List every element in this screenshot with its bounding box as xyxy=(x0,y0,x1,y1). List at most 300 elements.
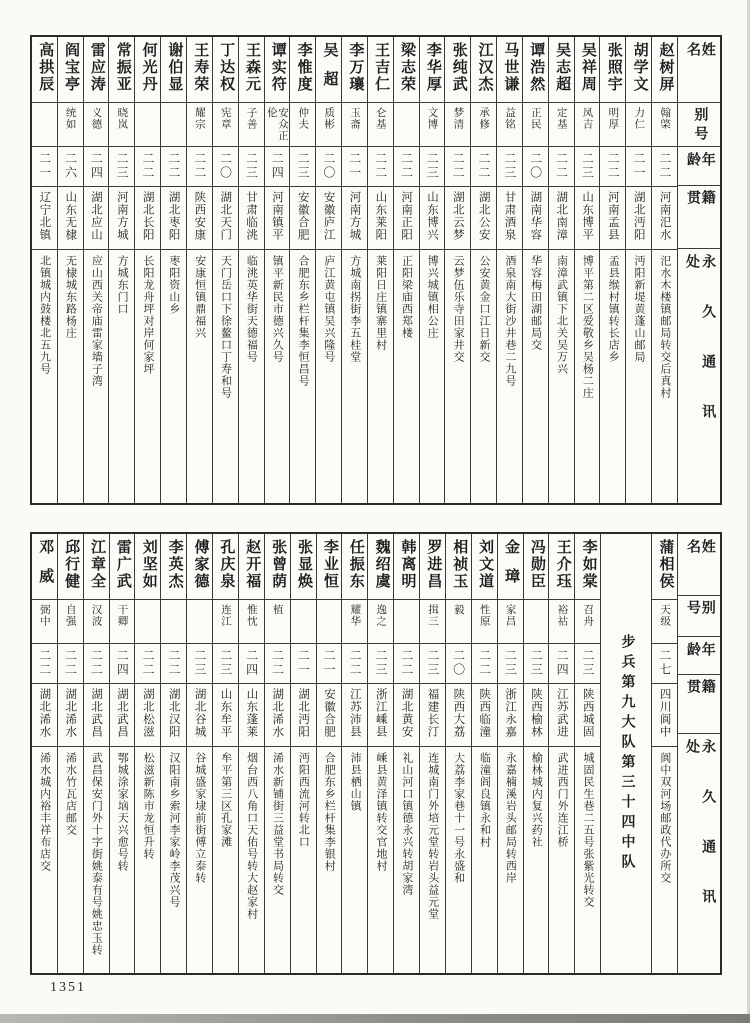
person-origin-cell xyxy=(394,684,419,747)
person-name-cell xyxy=(110,534,135,600)
header-cell-address xyxy=(678,249,720,503)
person-age-cell xyxy=(265,644,290,684)
unit-note-text: 步兵第九大队第三十四中队 xyxy=(619,633,635,874)
person-alias-cell xyxy=(471,103,496,147)
person-origin-cell xyxy=(58,187,83,250)
person-alias: 子善 xyxy=(245,107,257,130)
person-address: 方城南拐街李五桂堂 xyxy=(348,255,361,363)
person-address-cell xyxy=(394,747,419,973)
person-name: 丁达权 xyxy=(218,42,235,93)
person-address: 武昌保安门外十字街姚泰有号姚忠玉转 xyxy=(90,752,103,956)
person-address-cell xyxy=(32,747,57,973)
person-alias: 仲夫 xyxy=(297,107,309,130)
person-alias-cell xyxy=(239,103,264,147)
person-origin: 山东蓬莱 xyxy=(245,688,258,738)
person-alias-cell xyxy=(575,600,600,644)
person-name: 阎宝亭 xyxy=(63,42,80,93)
person-origin: 湖北沔阳 xyxy=(297,688,310,738)
person-age-cell xyxy=(317,644,342,684)
person-alias: 毅 xyxy=(452,604,464,616)
person-alias: 安众正伦 xyxy=(265,107,288,142)
person-origin-cell xyxy=(549,187,574,250)
person-name-cell xyxy=(394,37,419,103)
person-alias: 玉斋 xyxy=(348,107,360,130)
person-age-cell xyxy=(109,147,134,187)
person-address: 博平第二区爱敬乡吴杨二庄 xyxy=(581,255,594,399)
person-address: 应山西关帝庙雷家墙子湾 xyxy=(90,255,103,387)
person-column xyxy=(367,534,393,973)
header-label-name: 姓名 xyxy=(685,539,715,571)
person-alias-cell xyxy=(446,600,471,644)
person-age-cell xyxy=(135,644,160,684)
person-address: 枣阳资山乡 xyxy=(167,255,180,315)
header-cell-name xyxy=(678,37,720,103)
person-name: 李英杰 xyxy=(166,539,183,590)
person-name-cell xyxy=(239,534,264,600)
person-origin-cell xyxy=(498,684,523,747)
person-origin: 河南正阳 xyxy=(400,191,413,241)
person-alias-cell xyxy=(342,600,367,644)
person-alias: 揖三 xyxy=(426,604,438,627)
person-address-cell xyxy=(187,250,212,503)
person-origin: 山东牟平 xyxy=(219,688,232,738)
person-alias-cell xyxy=(420,103,445,147)
person-name: 傅家德 xyxy=(192,539,209,590)
person-address: 城固民生巷二五号张紫光转交 xyxy=(582,752,594,908)
person-name-cell xyxy=(394,534,419,600)
person-alias: 定基 xyxy=(555,107,567,130)
person-alias-cell xyxy=(498,600,523,644)
person-name-cell xyxy=(213,37,238,103)
person-name: 吴志超 xyxy=(554,42,571,93)
person-name: 马世谦 xyxy=(502,42,519,93)
person-address-cell xyxy=(524,747,549,973)
person-origin: 湖南华容 xyxy=(529,191,542,241)
person-address-cell xyxy=(110,747,135,973)
person-origin-cell xyxy=(161,684,186,747)
person-column xyxy=(599,37,625,503)
person-name-cell xyxy=(368,534,393,600)
person-age-cell xyxy=(187,147,212,187)
person-address: 公安黄金口江日新交 xyxy=(477,255,490,363)
person-alias-cell xyxy=(497,103,522,147)
person-origin: 安徽合肥 xyxy=(322,688,335,738)
person-address: 嵊县黄泽镇转交官地村 xyxy=(375,752,387,872)
person-age-cell xyxy=(32,147,57,187)
person-column xyxy=(574,37,600,503)
person-alias: 家昌 xyxy=(504,604,516,627)
person-column xyxy=(341,37,367,503)
person-age-cell xyxy=(549,644,574,684)
person-name-cell xyxy=(652,37,677,103)
person-alias-cell xyxy=(84,600,109,644)
person-origin-cell xyxy=(32,187,57,250)
person-address: 沛县栖山镇 xyxy=(349,752,362,812)
person-origin: 江苏沛县 xyxy=(348,688,361,738)
person-column xyxy=(289,37,315,503)
header-label-alias: 别号 xyxy=(692,107,708,146)
person-origin: 甘肃临洮 xyxy=(245,191,258,241)
person-name-cell xyxy=(135,37,160,103)
person-alias-cell xyxy=(187,600,212,644)
person-origin: 陕西临潼 xyxy=(478,688,491,738)
person-name: 李如棠 xyxy=(580,539,597,590)
person-column xyxy=(134,534,160,973)
person-address-cell xyxy=(471,250,496,503)
person-address-cell xyxy=(109,250,134,503)
person-alias-cell xyxy=(472,600,497,644)
person-alias-cell xyxy=(652,600,677,644)
person-name-cell xyxy=(626,37,651,103)
person-column xyxy=(419,37,445,503)
person-age-cell xyxy=(368,147,393,187)
header-cell-alias xyxy=(678,103,720,147)
person-age: 二三 xyxy=(296,152,311,180)
person-age: 二二 xyxy=(37,649,52,677)
person-name-cell xyxy=(523,37,548,103)
person-origin-cell xyxy=(84,187,109,250)
person-alias-cell xyxy=(161,600,186,644)
person-origin: 辽宁北镇 xyxy=(38,191,51,241)
person-alias-cell xyxy=(110,600,135,644)
person-alias: 翰棨 xyxy=(659,107,671,130)
person-column xyxy=(83,37,109,503)
person-age-cell xyxy=(213,644,238,684)
person-origin-cell xyxy=(445,187,470,250)
person-alias: 耀华 xyxy=(349,604,361,627)
person-origin: 湖北公安 xyxy=(477,191,490,241)
person-origin-cell xyxy=(420,684,445,747)
person-alias-cell xyxy=(32,103,57,147)
person-name-cell xyxy=(265,37,290,103)
person-origin: 湖北浠水 xyxy=(38,688,51,738)
person-alias-cell xyxy=(524,600,549,644)
person-age: 二二 xyxy=(477,649,492,677)
person-column xyxy=(264,534,290,973)
person-age: 二二 xyxy=(399,152,414,180)
person-alias: 汉波 xyxy=(90,604,102,627)
person-column xyxy=(238,37,264,503)
person-address: 浠水城内裕丰祥布店交 xyxy=(38,752,51,872)
person-alias: 承修 xyxy=(478,107,490,130)
person-age: 二二 xyxy=(166,152,181,180)
person-alias-cell xyxy=(549,103,574,147)
person-age-cell xyxy=(291,644,316,684)
person-name-cell xyxy=(161,534,186,600)
person-alias: 干卿 xyxy=(116,604,128,627)
person-origin-cell xyxy=(342,684,367,747)
person-address-cell xyxy=(498,747,523,973)
person-origin: 甘肃酒泉 xyxy=(503,191,516,241)
header-label-age: 年龄 xyxy=(685,151,715,169)
person-name-cell xyxy=(291,534,316,600)
person-address: 礼山河口镇德永兴转胡家湾 xyxy=(400,752,413,896)
person-address: 大荔李家巷十一号永盛和 xyxy=(452,752,465,884)
person-column xyxy=(57,37,83,503)
person-name: 谭实符 xyxy=(269,42,286,93)
person-age-cell xyxy=(32,644,57,684)
person-origin: 山东无棣 xyxy=(64,191,77,241)
person-name-cell xyxy=(524,534,549,600)
person-origin: 湖北汉阳 xyxy=(167,688,180,738)
person-name-cell xyxy=(575,534,600,600)
person-name-cell xyxy=(84,37,109,103)
person-address-cell xyxy=(239,747,264,973)
person-age: 二四 xyxy=(244,649,259,677)
person-address-cell xyxy=(394,250,419,503)
person-address-cell xyxy=(575,250,600,503)
person-name: 李华厚 xyxy=(424,42,441,93)
person-name-cell xyxy=(32,534,57,600)
person-address-cell xyxy=(652,747,677,973)
person-origin-cell xyxy=(575,684,600,747)
person-age: 二〇 xyxy=(218,152,233,180)
person-name: 刘文道 xyxy=(477,539,494,590)
person-origin: 河南汜水 xyxy=(658,191,671,241)
person-origin: 湖北松滋 xyxy=(141,688,154,738)
person-alias-cell xyxy=(575,103,600,147)
person-origin-cell xyxy=(187,187,212,250)
person-name: 相祯玉 xyxy=(451,539,468,590)
person-age-cell xyxy=(394,644,419,684)
person-alias-cell xyxy=(291,600,316,644)
person-age: 二三 xyxy=(502,152,517,180)
person-address-cell xyxy=(161,250,186,503)
person-age: 二三 xyxy=(218,649,233,677)
person-address: 莱阳日庄镇寨里村 xyxy=(374,255,387,351)
person-column xyxy=(497,534,523,973)
person-origin-cell xyxy=(626,187,651,250)
person-column xyxy=(523,534,549,973)
person-alias-cell xyxy=(187,103,212,147)
person-address: 永嘉楠溪岩头邮局转西岸 xyxy=(504,752,517,884)
person-name-cell xyxy=(84,534,109,600)
person-origin-cell xyxy=(652,187,677,250)
person-name: 王介珏 xyxy=(554,539,571,590)
person-column xyxy=(470,37,496,503)
person-address-cell xyxy=(317,747,342,973)
person-address: 沔阳西流河转北口 xyxy=(297,752,310,848)
person-origin-cell xyxy=(239,187,264,250)
person-column xyxy=(109,534,135,973)
person-column xyxy=(32,534,57,973)
person-column xyxy=(393,534,419,973)
person-age-cell xyxy=(420,644,445,684)
person-name-cell xyxy=(368,37,393,103)
person-column xyxy=(57,534,83,973)
person-address-cell xyxy=(549,747,574,973)
person-origin: 湖北沔阳 xyxy=(632,191,645,241)
person-origin-cell xyxy=(110,684,135,747)
person-age-cell xyxy=(316,147,341,187)
person-origin-cell xyxy=(446,684,471,747)
header-cell-address xyxy=(678,734,720,973)
person-address: 正阳梁庙西郑楼 xyxy=(400,255,413,339)
person-origin-cell xyxy=(213,187,238,250)
person-age-cell xyxy=(135,147,160,187)
person-address: 榆林城内复兴药社 xyxy=(530,752,543,848)
person-age-cell xyxy=(161,147,186,187)
person-age-cell xyxy=(342,147,367,187)
person-name-cell xyxy=(575,37,600,103)
person-alias-cell xyxy=(420,600,445,644)
person-age: 二三 xyxy=(529,649,544,677)
person-column xyxy=(134,37,160,503)
person-address: 博兴城镇相公庄 xyxy=(426,255,439,339)
person-age: 二三 xyxy=(244,152,259,180)
person-origin-cell xyxy=(317,684,342,747)
person-origin: 浙江嵊县 xyxy=(374,688,387,738)
person-alias: 明厚 xyxy=(607,107,619,130)
person-age-cell xyxy=(549,147,574,187)
person-address: 方城东门口 xyxy=(116,255,129,315)
person-origin: 福建长汀 xyxy=(426,688,439,738)
person-alias-cell xyxy=(600,103,625,147)
person-name: 高拱辰 xyxy=(37,42,54,93)
person-alias-cell xyxy=(213,600,238,644)
person-origin: 河南方城 xyxy=(115,191,128,241)
person-age-cell xyxy=(58,147,83,187)
header-label-age: 年龄 xyxy=(685,642,715,660)
person-name-cell xyxy=(161,37,186,103)
person-age: 二〇 xyxy=(321,152,336,180)
person-address-cell xyxy=(84,747,109,973)
person-column xyxy=(548,534,574,973)
person-address-cell xyxy=(575,747,600,973)
person-origin: 陕西榆林 xyxy=(529,688,542,738)
person-column xyxy=(625,37,651,503)
person-name-cell xyxy=(187,534,212,600)
person-alias-cell xyxy=(368,600,393,644)
person-alias: 文博 xyxy=(426,107,438,130)
person-alias: 耀宗 xyxy=(193,107,205,130)
person-alias: 宪章 xyxy=(219,107,231,130)
person-name: 魏绍虞 xyxy=(373,539,390,590)
person-name-cell xyxy=(135,534,160,600)
person-column xyxy=(367,37,393,503)
person-alias: 晓岚 xyxy=(116,107,128,130)
person-name: 吴超 xyxy=(321,42,338,100)
person-origin: 湖北浠水 xyxy=(271,688,284,738)
person-address-cell xyxy=(652,250,677,503)
person-origin-cell xyxy=(472,684,497,747)
person-name-cell xyxy=(316,37,341,103)
person-name: 常振亚 xyxy=(114,42,131,93)
register-table-top xyxy=(30,35,722,505)
person-address: 武进西门外连江桥 xyxy=(556,752,569,848)
person-name-cell xyxy=(652,534,677,600)
person-column xyxy=(315,37,341,503)
person-name: 雷应涛 xyxy=(88,42,105,93)
person-address: 安康恒镇鼎福兴 xyxy=(193,255,206,339)
person-alias: 裕祜 xyxy=(556,604,568,627)
person-origin-cell xyxy=(497,187,522,250)
person-address-cell xyxy=(626,250,651,503)
person-alias: 连江 xyxy=(219,604,231,627)
person-age-cell xyxy=(446,644,471,684)
person-alias: 性原 xyxy=(478,604,490,627)
person-alias-cell xyxy=(626,103,651,147)
person-alias-cell xyxy=(652,103,677,147)
person-age: 二六 xyxy=(63,152,78,180)
person-name-cell xyxy=(471,37,496,103)
person-age: 二二 xyxy=(348,649,363,677)
person-name-cell xyxy=(472,534,497,600)
person-address: 汉阳南乡索河李家岭李茂兴号 xyxy=(168,752,180,908)
person-address: 牟平第三区孔家滩 xyxy=(219,752,232,848)
person-origin-cell xyxy=(316,187,341,250)
person-alias-cell xyxy=(394,600,419,644)
person-origin: 湖北天门 xyxy=(219,191,232,241)
person-column xyxy=(160,37,186,503)
person-age: 二四 xyxy=(555,649,570,677)
person-origin: 河南镇平 xyxy=(270,191,283,241)
person-age: 二〇 xyxy=(451,649,466,677)
person-age: 二三 xyxy=(503,649,518,677)
person-alias-cell xyxy=(316,103,341,147)
person-age: 二三 xyxy=(580,649,595,677)
person-address: 松滋新陈市龙恒升转 xyxy=(142,752,155,860)
person-address-cell xyxy=(84,250,109,503)
person-name: 罗进昌 xyxy=(425,539,442,590)
person-origin: 湖北浠水 xyxy=(64,688,77,738)
person-name: 王吉仁 xyxy=(373,42,390,93)
person-column xyxy=(471,534,497,973)
person-age-cell xyxy=(110,644,135,684)
person-address-cell xyxy=(420,250,445,503)
person-address: 合肥东乡栏杆集李恒昌号 xyxy=(297,255,310,387)
person-alias: 统如 xyxy=(64,107,76,130)
person-address: 北镇城内鼓楼北五九号 xyxy=(38,255,51,375)
person-alias-cell xyxy=(523,103,548,147)
person-address-cell xyxy=(239,250,264,503)
person-age-cell xyxy=(600,147,625,187)
person-age-cell xyxy=(498,644,523,684)
person-name-cell xyxy=(32,37,57,103)
person-age: 二三 xyxy=(115,152,130,180)
person-age: 二三 xyxy=(192,649,207,677)
person-column xyxy=(83,534,109,973)
person-address: 南漳武镇下北关吴万兴 xyxy=(555,255,568,375)
person-name-cell xyxy=(497,37,522,103)
person-column xyxy=(651,37,677,503)
person-name: 王寿荣 xyxy=(192,42,209,93)
person-address-cell xyxy=(265,747,290,973)
person-alias: 质彬 xyxy=(323,107,335,130)
person-origin-cell xyxy=(575,187,600,250)
person-name: 金璋 xyxy=(502,539,519,597)
person-age-cell xyxy=(265,147,290,187)
person-name: 赵树屏 xyxy=(657,42,674,93)
person-name-cell xyxy=(290,37,315,103)
person-age: 二一 xyxy=(37,152,52,180)
person-address-cell xyxy=(316,250,341,503)
person-age-cell xyxy=(652,147,677,187)
person-origin-cell xyxy=(290,187,315,250)
person-age: 二三 xyxy=(425,152,440,180)
person-name: 孔庆泉 xyxy=(218,539,235,590)
person-origin: 安徽庐江 xyxy=(322,191,335,241)
person-name: 刘坚如 xyxy=(140,539,157,590)
person-column xyxy=(445,534,471,973)
person-address-cell xyxy=(368,747,393,973)
person-age: 二七 xyxy=(657,649,672,677)
person-name-cell xyxy=(213,534,238,600)
person-name-cell xyxy=(265,534,290,600)
person-address-cell xyxy=(265,250,290,503)
person-address: 浠水新铺街三益堂书局转交 xyxy=(271,752,284,896)
person-name-cell xyxy=(445,37,470,103)
